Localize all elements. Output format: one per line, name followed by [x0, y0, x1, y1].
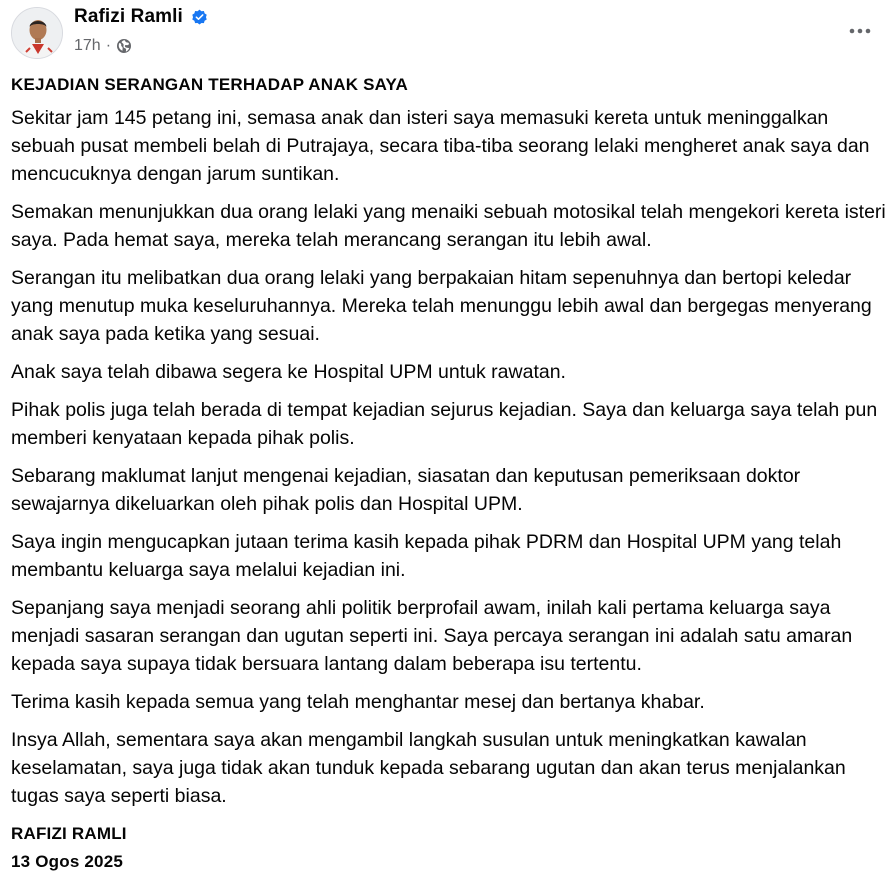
post-paragraph: Sekitar jam 145 petang ini, semasa anak dan isteri saya memasuki kereta untuk meninggalkan sebuah pusat membeli belah di Putrajaya, secara tiba-tiba seorang lelaki mengheret anak saya dan mencucuknya dengan jarum suntikan. [11, 107, 870, 185]
meta-separator: · [105, 37, 112, 54]
post-paragraph: Saya ingin mengucapkan jutaan terima kasih kepada pihak PDRM dan Hospital UPM yang telah membantu keluarga saya melalui kejadian ini. [11, 531, 842, 581]
post-timestamp[interactable]: 17h [74, 37, 101, 54]
post-paragraph: Pihak polis juga telah berada di tempat kejadian sejurus kejadian. Saya dan keluarga saya telah pun memberi kenyataan kepada pihak polis. [11, 399, 878, 449]
post-paragraph: Serangan itu melibatkan dua orang lelaki yang berpakaian hitam sepenuhnya dan bertopi keledar yang menutup muka keseluruhannya. Mereka telah menunggu lebih awal dan bergegas menyerang anak saya pada ketika yang sesuai. [11, 267, 872, 345]
more-options-button[interactable] [838, 14, 882, 48]
post-paragraph: Sepanjang saya menjadi seorang ahli politik berprofail awam, inilah kali pertama keluarga saya menjadi sasaran serangan dan ugutan seperti ini. Saya percaya serangan ini adalah satu amaran kepada saya supaya tidak bersuara lantang dalam beberapa isu tertentu. [11, 597, 853, 675]
globe-icon[interactable] [116, 38, 132, 54]
avatar-icon[interactable] [11, 7, 63, 59]
post-paragraph: Insya Allah, sementara saya akan mengambil langkah susulan untuk meningkatkan kawalan keselamatan, saya juga tidak akan tunduk kepada sebarang ugutan dan akan terus menjalankan tugas saya seperti biasa. [11, 729, 846, 807]
avatar-image [12, 8, 63, 59]
post-header [0, 0, 892, 66]
signature-name: RAFIZI RAMLI [11, 824, 127, 843]
post-paragraph: Sebarang maklumat lanjut mengenai kejadian, siasatan dan keputusan pemeriksaan doktor sewajarnya dikeluarkan oleh pihak polis dan Hospital UPM. [11, 465, 801, 515]
more-options-icon [848, 27, 872, 35]
author-name[interactable]: Rafizi Ramli [74, 6, 183, 27]
post-meta [74, 37, 132, 55]
post-paragraph: Terima kasih kepada semua yang telah menghantar mesej dan bertanya khabar. [11, 691, 705, 713]
post-body [11, 73, 886, 876]
post-paragraph: Anak saya telah dibawa segera ke Hospital UPM untuk rawatan. [11, 361, 566, 383]
post-title: KEJADIAN SERANGAN TERHADAP ANAK SAYA [11, 75, 409, 94]
verified-badge-icon [191, 9, 208, 26]
signature-date: 13 Ogos 2025 [11, 852, 124, 871]
post-paragraph: Semakan menunjukkan dua orang lelaki yang menaiki sebuah motosikal telah mengekori kereta isteri saya. Pada hemat saya, mereka telah merancang serangan itu lebih awal. [11, 201, 886, 251]
